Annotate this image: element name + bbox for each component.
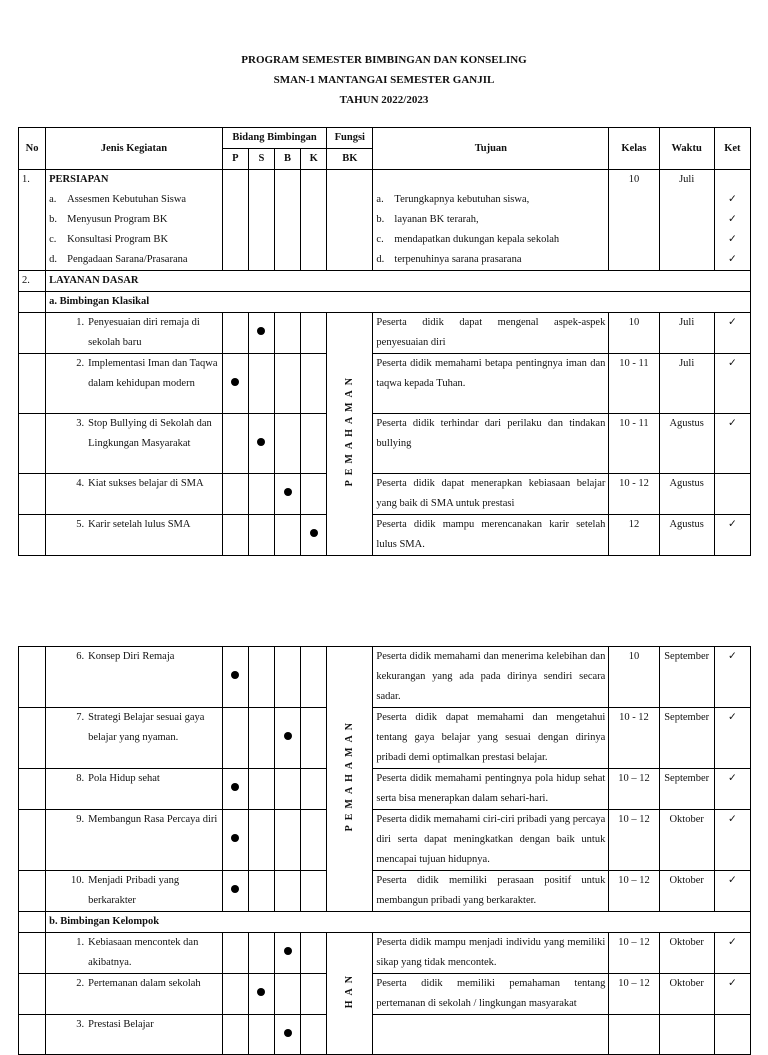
header-kelas: Kelas [609, 128, 659, 170]
waktu-cell: September [659, 647, 714, 708]
bidang-p-cell [222, 871, 248, 912]
bullet-dot-icon [284, 732, 292, 740]
list-item: a. Assesmen Kebutuhan Siswa [49, 194, 187, 205]
ket-cell [714, 474, 750, 515]
bullet-dot-icon [231, 885, 239, 893]
bidang-p-cell [222, 974, 248, 1015]
check-icon: ✓ [727, 254, 737, 265]
table-row [19, 708, 751, 769]
waktu-cell: Oktober [659, 933, 714, 974]
header-tujuan: Tujuan [373, 128, 609, 170]
table-row-layanan-dasar [19, 271, 751, 292]
bidang-s-cell [248, 974, 274, 1015]
table-row [19, 313, 751, 354]
table-row [19, 647, 751, 708]
fungsi-label: HAN [343, 970, 355, 1009]
ket-cell: ✓ [714, 810, 750, 871]
bidang-b-cell [275, 810, 301, 871]
list-item: b. layanan BK terarah, [376, 214, 479, 225]
bidang-s-cell [248, 810, 274, 871]
kegiatan-cell: 1. Penyesuaian diri remaja di sekolah baru [46, 313, 223, 354]
kelas-cell: 10 - 11 [609, 414, 659, 474]
bidang-b-cell [275, 708, 301, 769]
bidang-k-cell [301, 1015, 327, 1055]
title-line-1: PROGRAM SEMESTER BIMBINGAN DAN KONSELING [241, 54, 527, 66]
table-row [19, 933, 751, 974]
section-title: LAYANAN DASAR [46, 271, 751, 292]
bullet-dot-icon [284, 488, 292, 496]
ket-cell: ✓ [714, 515, 750, 556]
bidang-b-cell [275, 414, 301, 474]
table-row [19, 474, 751, 515]
bidang-k-cell [301, 810, 327, 871]
tujuan-cell: Peserta didik memahami dan menerima kelebihan dan kekurangan yang ada pada dirinya sendiri secara sadar. [373, 647, 609, 708]
list-item: a. Terungkapnya kebutuhan siswa, [376, 194, 530, 205]
bidang-b-cell [275, 769, 301, 810]
ket-cell: ✓ [714, 708, 750, 769]
tujuan-cell: Peserta didik terhindar dari perilaku dan tindakan bullying [373, 414, 609, 474]
ket-cell: ✓ [714, 647, 750, 708]
table-row-kelompok [19, 912, 751, 933]
kelas-cell: 10 – 12 [609, 810, 659, 871]
bidang-s-cell [248, 708, 274, 769]
bidang-s-cell [248, 474, 274, 515]
waktu-cell: Agustus [659, 414, 714, 474]
list-item: d. terpenuhinya sarana prasarana [376, 254, 522, 265]
document-title [0, 50, 768, 110]
tujuan-cell: Peserta didik dapat menerapkan kebiasaan belajar yang baik di SMA untuk prestasi [373, 474, 609, 515]
tujuan-cell: Peserta didik mampu merencanakan karir setelah lulus SMA. [373, 515, 609, 556]
bidang-k-cell [301, 414, 327, 474]
check-icon: ✓ [727, 234, 737, 245]
waktu-cell: Agustus [659, 515, 714, 556]
tujuan-cell: Peserta didik mampu menjadi individu yang memiliki sikap yang tidak mencontek. [373, 933, 609, 974]
bidang-p-cell [222, 708, 248, 769]
bidang-b-cell [275, 647, 301, 708]
header-jenis-kegiatan: Jenis Kegiatan [46, 128, 223, 170]
bidang-p-cell [222, 769, 248, 810]
persiapan-ket [714, 170, 750, 271]
kelas-cell: 10 – 12 [609, 933, 659, 974]
bidang-p-cell [222, 647, 248, 708]
ket-cell [714, 1015, 750, 1055]
bidang-p-cell [222, 1015, 248, 1055]
bidang-s-cell [248, 647, 274, 708]
kegiatan-cell: 3. Stop Bullying di Sekolah dan Lingkungan Masyarakat [46, 414, 223, 474]
list-item: c. mendapatkan dukungan kepala sekolah [376, 234, 560, 245]
bidang-p-cell [222, 354, 248, 414]
waktu-cell: Juli [659, 354, 714, 414]
kelas-cell: 10 - 12 [609, 708, 659, 769]
row-no: 2. [19, 271, 46, 292]
fungsi-bk-cell [327, 313, 373, 556]
bidang-k-cell [301, 354, 327, 414]
kegiatan-cell: 8. Pola Hidup sehat [46, 769, 223, 810]
bidang-p-cell [222, 810, 248, 871]
ket-cell: ✓ [714, 313, 750, 354]
bidang-b-cell [275, 354, 301, 414]
bullet-dot-icon [284, 1029, 292, 1037]
fungsi-bk-cell [327, 647, 373, 912]
waktu-cell: September [659, 769, 714, 810]
kelas-cell: 10 – 12 [609, 871, 659, 912]
tujuan-cell: Peserta didik dapat memahami dan mengetahui tentang gaya belajar yang sesuai dengan dirinya pribadi demi optimalkan prestasi belajar. [373, 708, 609, 769]
bidang-s-cell [248, 1015, 274, 1055]
header-no: No [19, 128, 46, 170]
bidang-s-cell [248, 313, 274, 354]
waktu-cell: Juli [659, 313, 714, 354]
table-row-persiapan [19, 170, 751, 271]
ket-cell: ✓ [714, 354, 750, 414]
bidang-k-cell [301, 933, 327, 974]
title-line-3: TAHUN 2022/2023 [339, 94, 429, 106]
persiapan-kelas: 10 [609, 170, 659, 271]
persiapan-cell [46, 170, 223, 271]
waktu-cell: Agustus [659, 474, 714, 515]
kegiatan-cell: 2. Implementasi Iman dan Taqwa dalam kehidupan modern [46, 354, 223, 414]
ket-cell: ✓ [714, 871, 750, 912]
kelas-cell: 12 [609, 515, 659, 556]
header-s: S [248, 149, 274, 170]
bidang-p-cell [222, 313, 248, 354]
bullet-dot-icon [257, 988, 265, 996]
fungsi-bk-cell [327, 933, 373, 1055]
waktu-cell: Oktober [659, 974, 714, 1015]
check-icon: ✓ [727, 214, 737, 225]
table-row [19, 769, 751, 810]
tujuan-cell [373, 1015, 609, 1055]
kelas-cell: 10 [609, 313, 659, 354]
tujuan-cell: Peserta didik memahami pentingnya pola hidup sehat serta bisa menerapkan dalam sehari-hari. [373, 769, 609, 810]
bidang-p-cell [222, 515, 248, 556]
bidang-s-cell [248, 515, 274, 556]
bidang-s-cell [248, 933, 274, 974]
bidang-b-cell [275, 871, 301, 912]
bullet-dot-icon [231, 671, 239, 679]
kegiatan-cell: 1. Kebiasaan mencontek dan akibatnya. [46, 933, 223, 974]
kegiatan-cell: 3. Prestasi Belajar [46, 1015, 223, 1055]
kegiatan-cell: 2. Pertemanan dalam sekolah [46, 974, 223, 1015]
ket-cell: ✓ [714, 769, 750, 810]
bidang-k-cell [301, 313, 327, 354]
check-icon: ✓ [727, 194, 737, 205]
persiapan-tujuan [373, 170, 609, 271]
bidang-b-cell [275, 474, 301, 515]
tujuan-cell: Peserta didik memahami ciri-ciri pribadi yang percaya diri serta dapat meningkatkan dengan baik untuk mencapai tujuan hidupnya. [373, 810, 609, 871]
header-waktu: Waktu [659, 128, 714, 170]
table-row [19, 354, 751, 414]
kelas-cell: 10 – 12 [609, 769, 659, 810]
fungsi-label: PEMAHAMAN [343, 718, 355, 832]
ket-cell: ✓ [714, 414, 750, 474]
bidang-s-cell [248, 769, 274, 810]
persiapan-waktu: Juli [659, 170, 714, 271]
bullet-dot-icon [231, 783, 239, 791]
bullet-dot-icon [257, 438, 265, 446]
subsection-title: b. Bimbingan Kelompok [46, 912, 751, 933]
tujuan-cell: Peserta didik dapat mengenal aspek-aspek penyesuaian diri [373, 313, 609, 354]
bidang-b-cell [275, 974, 301, 1015]
ket-cell: ✓ [714, 933, 750, 974]
bidang-s-cell [248, 871, 274, 912]
table-row-klasikal [19, 292, 751, 313]
table-row [19, 871, 751, 912]
list-item: b. Menyusun Program BK [49, 214, 168, 225]
header-k: K [301, 149, 327, 170]
header-bidang-bimbingan: Bidang Bimbingan [222, 128, 326, 149]
bidang-p-cell [222, 933, 248, 974]
bullet-dot-icon [231, 834, 239, 842]
tujuan-cell: Peserta didik memiliki pemahaman tentang pertemanan di sekolah / lingkungan masyarakat [373, 974, 609, 1015]
kelas-cell [609, 1015, 659, 1055]
bidang-b-cell [275, 313, 301, 354]
table-row [19, 810, 751, 871]
fungsi-label: PEMAHAMAN [343, 373, 355, 487]
header-bk: BK [327, 149, 373, 170]
bidang-k-cell [301, 974, 327, 1015]
tujuan-cell: Peserta didik memiliki perasaan positif untuk membangun pribadi yang berkarakter. [373, 871, 609, 912]
bullet-dot-icon [284, 947, 292, 955]
persiapan-title: PERSIAPAN [49, 174, 109, 185]
title-line-2: SMAN-1 MANTANGAI SEMESTER GANJIL [273, 74, 495, 86]
kegiatan-cell: 4. Kiat sukses belajar di SMA [46, 474, 223, 515]
kelas-cell: 10 – 12 [609, 974, 659, 1015]
bidang-s-cell [248, 354, 274, 414]
bidang-p-cell [222, 474, 248, 515]
header-fungsi: Fungsi [327, 128, 373, 149]
row-no: 1. [19, 170, 46, 271]
header-p: P [222, 149, 248, 170]
waktu-cell: September [659, 708, 714, 769]
bidang-s-cell [248, 414, 274, 474]
header-ket: Ket [714, 128, 750, 170]
table-row [19, 414, 751, 474]
list-item: c. Konsultasi Program BK [49, 234, 169, 245]
kegiatan-cell: 7. Strategi Belajar sesuai gaya belajar yang nyaman. [46, 708, 223, 769]
table-row [19, 515, 751, 556]
bidang-b-cell [275, 515, 301, 556]
tujuan-cell: Peserta didik memahami betapa pentingnya iman dan taqwa kepada Tuhan. [373, 354, 609, 414]
bullet-dot-icon [257, 327, 265, 335]
bidang-p-cell [222, 414, 248, 474]
table-row [19, 974, 751, 1015]
kegiatan-cell: 6. Konsep Diri Remaja [46, 647, 223, 708]
bidang-b-cell [275, 933, 301, 974]
table-row [19, 1015, 751, 1055]
kelas-cell: 10 [609, 647, 659, 708]
program-table-page-1 [18, 127, 751, 556]
kegiatan-cell: 9. Membangun Rasa Percaya diri [46, 810, 223, 871]
waktu-cell [659, 1015, 714, 1055]
kelas-cell: 10 - 11 [609, 354, 659, 414]
bullet-dot-icon [310, 529, 318, 537]
bidang-b-cell [275, 1015, 301, 1055]
bidang-k-cell [301, 515, 327, 556]
bidang-k-cell [301, 474, 327, 515]
program-table-page-2 [18, 646, 751, 1055]
header-b: B [275, 149, 301, 170]
waktu-cell: Oktober [659, 871, 714, 912]
ket-cell: ✓ [714, 974, 750, 1015]
bidang-k-cell [301, 769, 327, 810]
subsection-title: a. Bimbingan Klasikal [46, 292, 751, 313]
bullet-dot-icon [231, 378, 239, 386]
bidang-k-cell [301, 647, 327, 708]
bidang-k-cell [301, 708, 327, 769]
waktu-cell: Oktober [659, 810, 714, 871]
kegiatan-cell: 5. Karir setelah lulus SMA [46, 515, 223, 556]
bidang-k-cell [301, 871, 327, 912]
list-item: d. Pengadaan Sarana/Prasarana [49, 254, 188, 265]
kelas-cell: 10 - 12 [609, 474, 659, 515]
kegiatan-cell: 10. Menjadi Pribadi yang berkarakter [46, 871, 223, 912]
